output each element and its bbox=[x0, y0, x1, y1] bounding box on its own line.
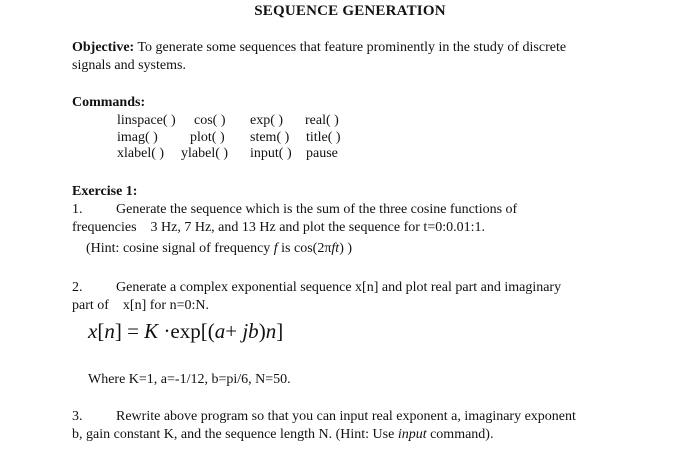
item1-line1 bbox=[72, 201, 517, 219]
hint-text-mid: is cos(2π bbox=[277, 241, 332, 256]
command-imag: imag( ) bbox=[117, 130, 158, 145]
commands-label: Commands: bbox=[72, 95, 146, 110]
item1-text1: Generate the sequence which is the sum of the three cosine functions of bbox=[116, 202, 518, 217]
command-linspace: linspace( ) bbox=[117, 113, 176, 128]
objective-text: To generate some sequences that feature prominently in the study of discrete bbox=[134, 40, 567, 55]
item3-text2-post: command). bbox=[426, 427, 494, 442]
command-xlabel: xlabel( ) bbox=[117, 146, 165, 161]
item3-number: 3. bbox=[72, 409, 83, 424]
item1-hint bbox=[86, 240, 352, 258]
item1-line2: frequencies 3 Hz, 7 Hz, and 13 Hz and plot the sequence for t=0:0.01:1. bbox=[72, 220, 485, 235]
item3-input-em: input bbox=[397, 427, 427, 442]
exponential-formula: x[n] = K ·exp[(a+ jb)n] bbox=[88, 319, 284, 343]
command-real: real( ) bbox=[305, 113, 339, 128]
command-ylabel: ylabel( ) bbox=[181, 146, 229, 161]
hint-text-post: ) ) bbox=[339, 241, 353, 256]
command-plot: plot( ) bbox=[190, 130, 225, 145]
command-cos: cos( ) bbox=[194, 113, 226, 128]
command-stem: stem( ) bbox=[250, 130, 290, 145]
objective-line1 bbox=[72, 39, 566, 57]
item2-line1 bbox=[72, 279, 561, 297]
hint-ft: ft bbox=[331, 241, 340, 256]
item3-text2-pre: b, gain constant K, and the sequence length N. (Hint: Use bbox=[72, 427, 398, 442]
command-exp: exp( ) bbox=[250, 113, 284, 128]
command-input: input( ) bbox=[250, 146, 292, 161]
hint-f: f bbox=[273, 241, 278, 256]
page-title: SEQUENCE GENERATION bbox=[254, 3, 446, 19]
item3-line1 bbox=[72, 408, 576, 426]
item2-where: Where K=1, a=-1/12, b=pi/6, N=50. bbox=[88, 372, 291, 387]
item2-number: 2. bbox=[72, 280, 83, 295]
item2-text1: Generate a complex exponential sequence x[n] and plot real part and imaginary bbox=[116, 280, 562, 295]
item3-text1: Rewrite above program so that you can input real exponent a, imaginary exponent bbox=[116, 409, 576, 424]
item1-number: 1. bbox=[72, 202, 83, 217]
objective-line2: signals and systems. bbox=[72, 58, 186, 73]
item2-line2: part of x[n] for n=0:N. bbox=[72, 298, 209, 313]
exercise-label: Exercise 1: bbox=[72, 184, 138, 199]
command-pause: pause bbox=[306, 146, 338, 161]
objective-label: Objective: bbox=[72, 40, 135, 55]
command-title: title( ) bbox=[306, 130, 341, 145]
item3-line2 bbox=[72, 426, 493, 444]
hint-text-pre: (Hint: cosine signal of frequency bbox=[86, 241, 274, 256]
